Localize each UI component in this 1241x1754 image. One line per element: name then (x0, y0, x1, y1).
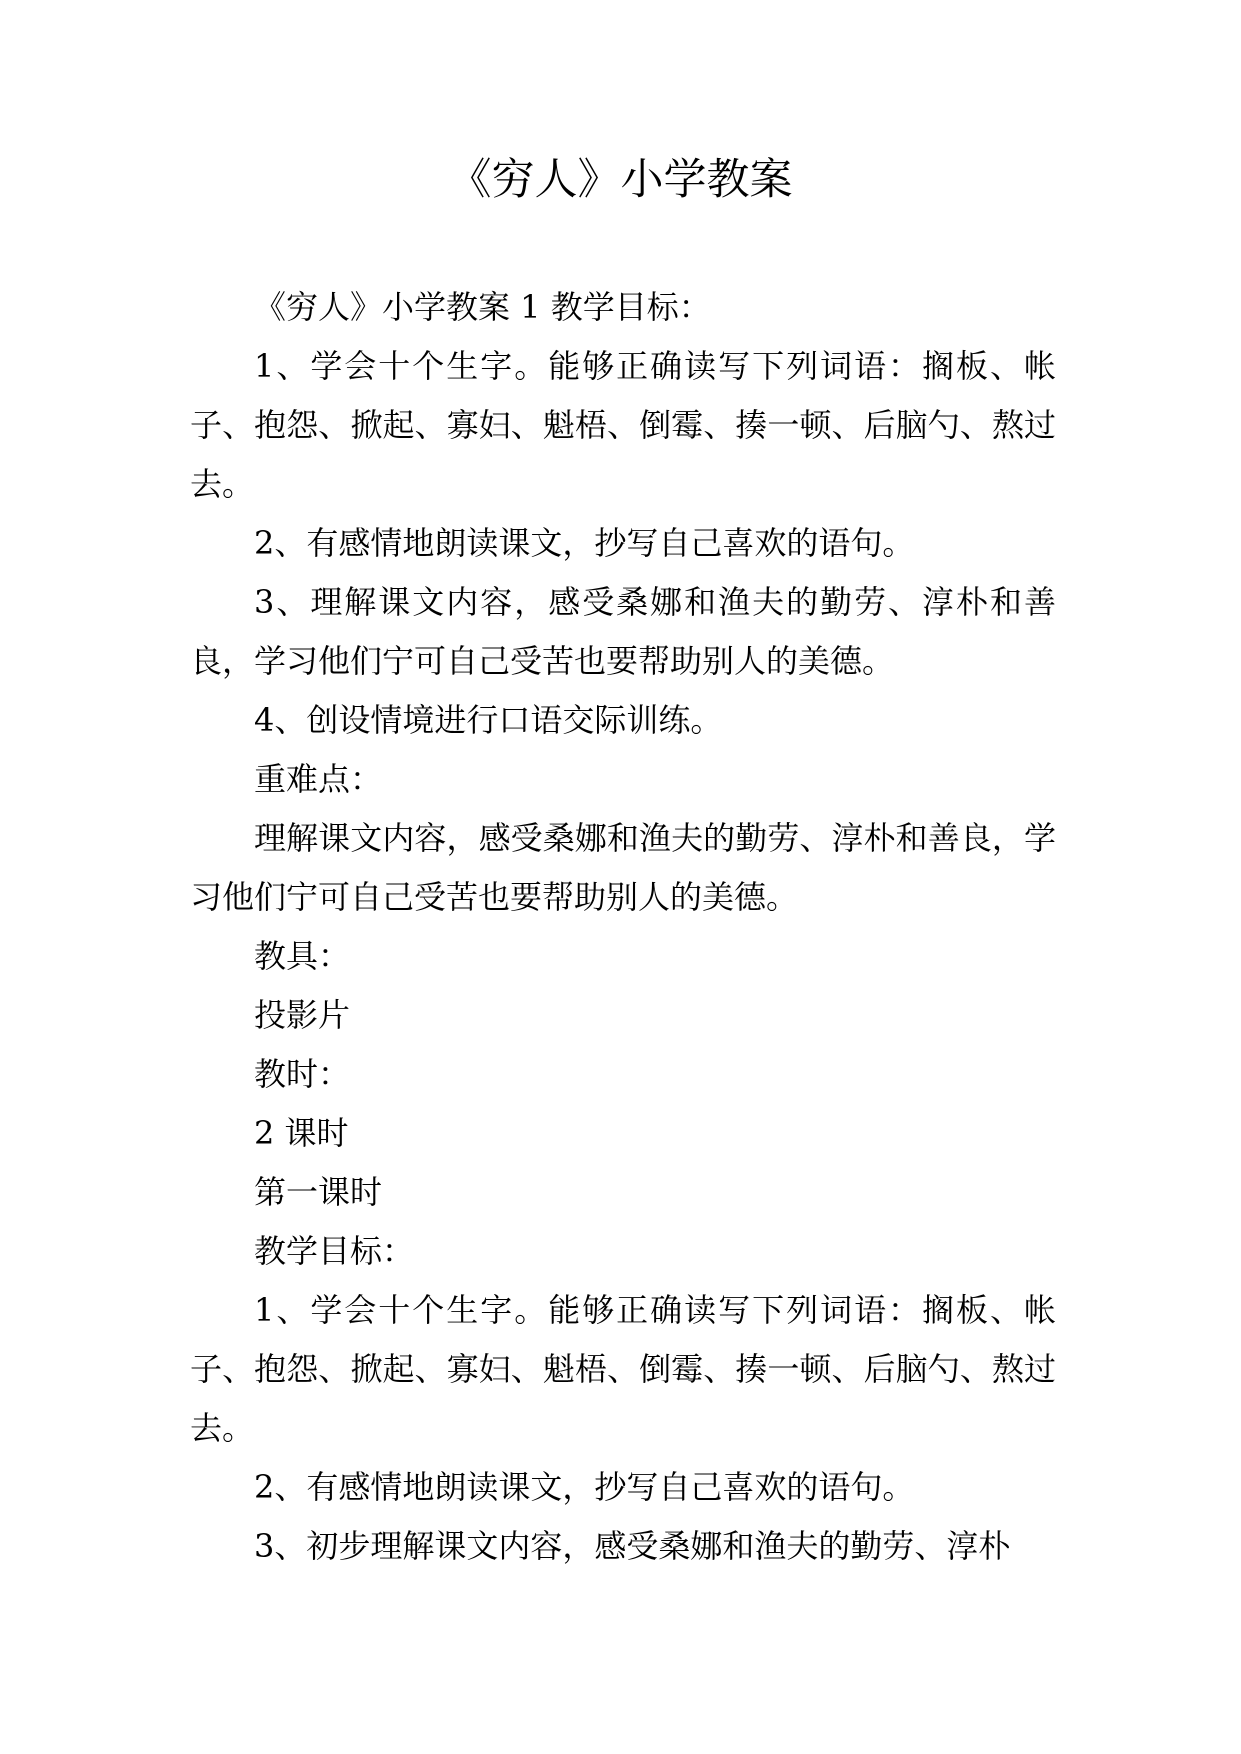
document-title: 《穷人》小学教案 (448, 155, 793, 205)
paragraph-first-period: 第一课时 (254, 1173, 383, 1211)
paragraph-materials: 投影片 (254, 996, 351, 1034)
paragraph-periods: 2 课时 (254, 1114, 349, 1152)
document-body (190, 278, 1056, 1576)
paragraph-materials-heading: 教具： (254, 937, 351, 975)
paragraph-goal-1: 1、学会十个生字。能够正确读写下列词语：搁板、帐子、抱怨、掀起、寡妇、魁梧、倒霉、揍一顿、后脑勺、熬过去。 (190, 347, 1056, 503)
paragraph-goal-4: 4、创设情境进行口语交际训练。 (254, 701, 723, 739)
paragraph-period-goals-heading: 教学目标： (254, 1232, 415, 1270)
paragraph-goal-3: 3、理解课文内容，感受桑娜和渔夫的勤劳、淳朴和善良，学习他们宁可自己受苦也要帮助别人的美德。 (190, 583, 1056, 680)
paragraph-period-goal-3: 3、初步理解课文内容，感受桑娜和渔夫的勤劳、淳朴 (254, 1527, 1011, 1565)
paragraph-key-points-heading: 重难点： (254, 760, 383, 798)
paragraph-goal-2: 2、有感情地朗读课文，抄写自己喜欢的语句。 (254, 524, 915, 562)
paragraph-period-goal-1: 1、学会十个生字。能够正确读写下列词语：搁板、帐子、抱怨、掀起、寡妇、魁梧、倒霉、揍一顿、后脑勺、熬过去。 (190, 1291, 1056, 1447)
paragraph-period-goal-2: 2、有感情地朗读课文，抄写自己喜欢的语句。 (254, 1468, 915, 1506)
paragraph-periods-heading: 教时： (254, 1055, 351, 1093)
paragraph-key-points: 理解课文内容，感受桑娜和渔夫的勤劳、淳朴和善良，学习他们宁可自己受苦也要帮助别人的美德。 (190, 819, 1056, 916)
paragraph-lesson-heading: 《穷人》小学教案 1 教学目标： (254, 288, 711, 326)
